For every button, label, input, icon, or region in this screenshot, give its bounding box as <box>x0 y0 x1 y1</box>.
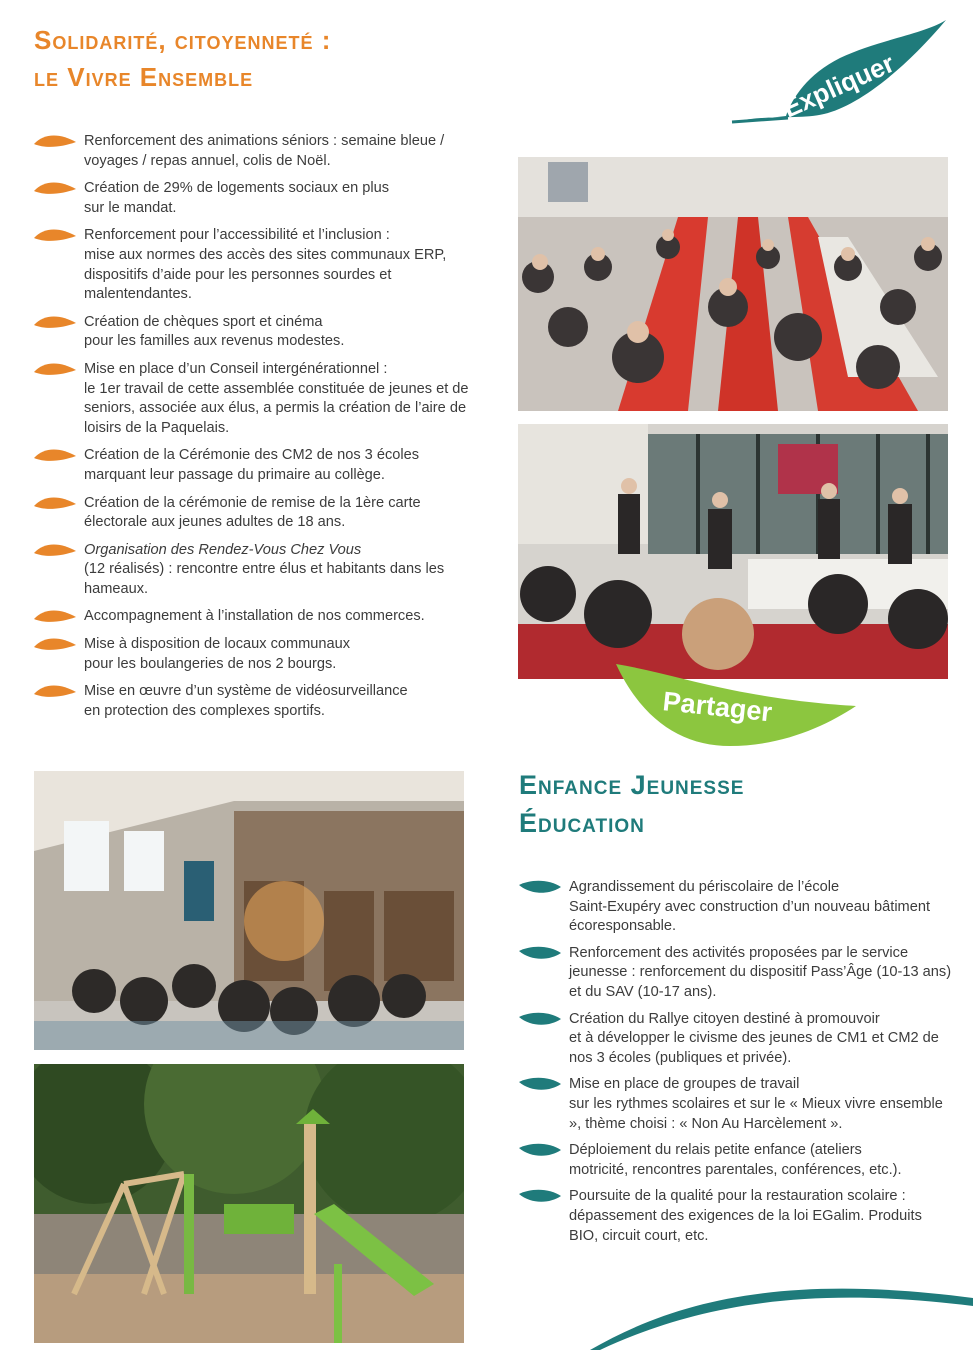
item-lead: Accompagnement à l’installation de nos commerces. <box>84 608 425 625</box>
item-rest: motricité, rencontres parentales, conférences, etc.). <box>569 1161 902 1178</box>
item-lead: Renforcement des animations séniors : <box>84 133 342 149</box>
list-item <box>519 1187 953 1246</box>
item-rest: jeunesse : renforcement du dispositif Pass’Âge (10-13 ans) et du SAV (10-17 ans). <box>569 964 952 1000</box>
item-lead: Mise à disposition de locaux communaux <box>84 636 351 653</box>
item-lead: Renforcement pour l’accessibilité et l’inclusion : <box>84 227 390 244</box>
item-rest: (12 réalisés) : rencontre entre élus et habitants dans les hameaux. <box>84 561 445 597</box>
leaf-bullet-icon <box>34 227 76 243</box>
list-item <box>34 360 474 438</box>
section-title-youth <box>519 766 949 842</box>
badge-label: Expliquer <box>778 47 899 124</box>
leaf-bullet-icon <box>34 361 76 377</box>
leaf-icon <box>612 660 858 752</box>
item-lead: Création du Rallye citoyen destiné à promouvoir <box>569 1010 880 1027</box>
list-item <box>519 944 953 1003</box>
list-item <box>519 878 953 937</box>
photo-library-concert <box>34 771 464 1050</box>
item-lead: Déploiement du relais petite enfance (ateliers <box>569 1142 862 1159</box>
list-item <box>34 179 474 218</box>
title-line-2: le Vivre Ensemble <box>34 62 254 92</box>
solidarity-list <box>34 132 474 729</box>
leaf-bullet-icon <box>34 133 76 149</box>
title-line-1: Enfance Jeunesse <box>519 770 745 800</box>
list-item <box>34 541 474 600</box>
expliquer-leaf-badge <box>728 14 950 144</box>
swoosh-icon <box>590 1268 973 1350</box>
list-item <box>34 682 474 721</box>
item-lead: Organisation des Rendez-Vous Chez Vous <box>84 541 362 558</box>
item-rest: en protection des complexes sportifs. <box>84 702 325 719</box>
list-item <box>519 1010 953 1069</box>
item-lead: Création de chèques sport et cinéma <box>84 313 323 330</box>
youth-list <box>519 878 953 1253</box>
item-lead: Poursuite de la qualité pour la restauration scolaire : <box>569 1188 906 1205</box>
item-rest: marquant leur passage du primaire au collège. <box>84 466 385 483</box>
item-rest: pour les familles aux revenus modestes. <box>84 333 345 350</box>
leaf-bullet-icon <box>519 945 561 961</box>
item-lead: Agrandissement du périscolaire de l’école <box>569 879 840 895</box>
item-rest: électorale aux jeunes adultes de 18 ans. <box>84 514 346 531</box>
leaf-bullet-icon <box>34 495 76 511</box>
partager-leaf-badge <box>612 660 858 752</box>
item-rest: sur les rythmes scolaires et sur le « Mieux vivre ensemble », thème choisi : « Non Au Harcèlement ». <box>569 1095 943 1132</box>
item-rest: et à développer le civisme des jeunes de CM1 et CM2 de nos 3 écoles (publiques et privée). <box>569 1030 939 1066</box>
item-lead: Renforcement des activités proposées par le service <box>569 944 909 961</box>
item-lead: Mise en place d’un Conseil intergénérationnel : <box>84 360 388 377</box>
item-rest: semaine bleue / voyages / repas annuel, colis de Noël. <box>84 133 445 169</box>
decorative-swoosh <box>590 1268 973 1350</box>
item-rest: le 1er travail de cette assemblée constituée de jeunes et de seniors, associée aux élus, a permis la création de l’aire de loisirs de la Paquelais. <box>84 380 469 436</box>
item-lead: Mise en œuvre d’un système de vidéosurveillance <box>84 683 408 700</box>
list-item <box>34 226 474 304</box>
title-line-1: Solidarité, citoyenneté : <box>34 25 332 55</box>
item-rest: sur le mandat. <box>84 199 177 216</box>
item-lead: Création de la cérémonie de remise de la 1ère carte <box>84 494 421 511</box>
section-title-solidarity <box>34 22 554 96</box>
list-item <box>519 1141 953 1180</box>
item-lead: Mise en place de groupes de travail <box>569 1076 800 1093</box>
list-item <box>34 132 474 171</box>
item-rest: Saint-Exupéry avec construction d’un nouveau bâtiment écoresponsable. <box>569 898 931 935</box>
list-item <box>34 446 474 485</box>
item-rest: dépassement des exigences de la loi EGalim. Produits BIO, circuit court, etc. <box>569 1207 922 1244</box>
item-lead: Création de la Cérémonie des CM2 de nos 3 écoles <box>84 447 420 464</box>
leaf-bullet-icon <box>34 683 76 699</box>
leaf-bullet-icon <box>34 180 76 196</box>
badge-label: Partager <box>661 686 774 728</box>
item-lead: Création de 29% de logements sociaux en plus <box>84 180 390 197</box>
title-line-2: Éducation <box>519 808 645 838</box>
leaf-bullet-icon <box>34 608 76 624</box>
leaf-bullet-icon <box>34 542 76 558</box>
photo-senior-banquet <box>518 157 948 411</box>
list-item <box>34 607 474 627</box>
leaf-bullet-icon <box>519 1142 561 1158</box>
leaf-bullet-icon <box>519 879 561 895</box>
item-rest: mise aux normes des accès des sites communaux ERP, dispositifs d’aide pour les personnes sourdes et malentendantes. <box>84 246 447 303</box>
list-item <box>34 494 474 533</box>
list-item <box>34 313 474 352</box>
leaf-bullet-icon <box>34 636 76 652</box>
leaf-icon <box>728 14 950 144</box>
leaf-bullet-icon <box>519 1076 561 1092</box>
photo-playground <box>34 1064 464 1343</box>
list-item <box>34 635 474 674</box>
list-item <box>519 1075 953 1134</box>
leaf-bullet-icon <box>519 1011 561 1027</box>
leaf-bullet-icon <box>519 1188 561 1204</box>
photo-youth-ceremony <box>518 424 948 679</box>
leaf-bullet-icon <box>34 314 76 330</box>
item-rest: pour les boulangeries de nos 2 bourgs. <box>84 655 337 672</box>
leaf-bullet-icon <box>34 447 76 463</box>
